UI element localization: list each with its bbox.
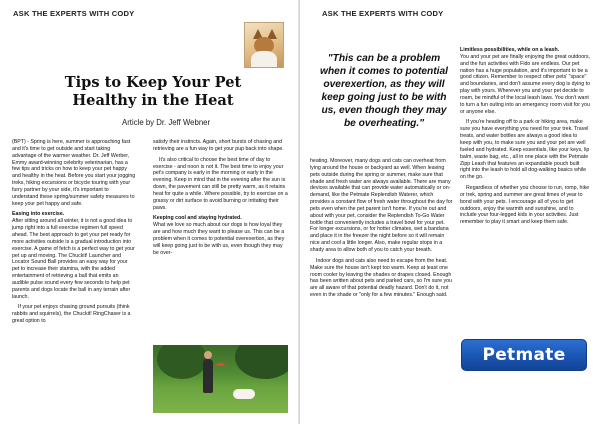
subheading: Easing into exercise.	[12, 211, 65, 218]
paragraph: If you're heading off to a park or hiking area, make sure you have everything you need for your trek. Travel treats, and water bottles are always a good idea to keep with you, to make sure you and your pet are well fueled and hydrated. Keep essentials, like your keys, lip balm, waste bag, etc., all in one place with the Petmate Zipp Leash that features an expandable pouch built right into the leash to hold all dog-walking basics while on the go.	[460, 119, 590, 181]
article-column-1	[12, 139, 136, 329]
petmate-logo	[461, 339, 587, 371]
article-column-2	[153, 139, 288, 261]
paragraph: heating. Moreover, many dogs and cats can overheat from lying around the house or backyard as well. When leaving pets outside during the spring or summer, make sure that shade and fresh water are always available. There are many devices available that can provide water automatically or on-demand, like the Petmate Replendish Waterer, which provides a constant flow of fresh water throughout the day for pets even when the pet parent isn't home. If you're out and about with your pet, consider the Replendish To-Go Water bottle that conveniently includes a travel bowl for your pet. For longer excursions, or for hotter climates, wet a bandana and place it in the freezer the night before so it will remain nice and cool a little longer. Also, make regular stops in a shady area to allow both of you to catch your breath.	[310, 158, 453, 253]
park-photo	[153, 345, 288, 413]
paragraph: What we love so much about our dogs is how loyal they are and how much they want to please us. This can be a problem when it comes to potential overexertion, as they will keep going just to be with us, even though they may be over-	[153, 222, 285, 256]
subheading: Limitless possibilities, while on a leash.	[460, 47, 560, 53]
page-header: ASK THE EXPERTS WITH CODY	[322, 9, 444, 18]
paragraph: After sitting around all winter, it is not a good idea to jump right into a full exercise regimen full speed ahead. The best approach to get your pet ready for more activities outside is a gradual introduction into exercise. A game of fetch is a perfect way to get your pet up and moving. The Chuckit! Launcher and Locator Sound Ball provides an easy way for your pet to increase their stamina, with the added entertainment of retrieving a ball that emits an audible pulse sound every few seconds to help pet parents and dogs locate the ball in any terrain after launch.	[12, 218, 135, 300]
dog-portrait-photo	[244, 22, 284, 68]
paragraph: It's also critical to choose the best time of day to exercise - and noon is not it. The best time to enjoy your pet's company is early in the morning or early in the evening. Keep in mind that in the evening after the sun is down, the pavement can still be pretty warm, as it retains heat for quite a while. Where possible, try to exercise on a grassy or dirt surface to avoid burning or irritating their paws.	[153, 156, 288, 211]
pull-quote: "This can be a problem when it comes to potential overexertion, as they will keep going just to be with us, even though they may be overheating."	[320, 53, 448, 129]
right-page	[300, 0, 600, 424]
paragraph: Indoor dogs and cats also need to escape from the heat. Make sure the house isn't kept too warm. Keep at least one room cooler by leaving the shades or drapes closed. Enough has been written about pets and parked cars, so I'm sure you are all aware of that potential deadly hazard. Don't do it, not even in the shade or "only for a few minutes." Enough said.	[310, 257, 452, 299]
page-header: ASK THE EXPERTS WITH CODY	[13, 9, 135, 18]
paragraph: You and your pet are finally enjoying the great outdoors, and the fun activities with Fido are endless. Our pet nation has a huge population, and it's important to be a good citizen. Remember to respect other pets' "space" and boundaries, and don't assume every dog is dying to play with yours. Wherever you and your pet decide to roam, be mindful of the local leash laws. You don't want to turn a fun outing into an emergency room visit for you or anyone else.	[460, 53, 591, 115]
paragraph: If your pet enjoys chasing ground pursuits (think rabbits and squirrels), the Chuckit! RingChaser is a great option to	[12, 304, 131, 325]
article-byline: Article by Dr. Jeff Webner	[122, 118, 211, 127]
paragraph: (BPT) - Spring is here, summer is approaching fast and it's time to get outside and start taking advantage of the warmer weather. Dr. Jeff Werber, Emmy award-winning celebrity veterinarian, has a few tips and tricks on how to keep your pet happy and healthy in the heat. Before you start your jogging treks, hiking excursions or bicycle touring with your furry partner by your side, it's important to understand these spring/summer safety measures to keep your pet happy and safe.	[12, 139, 136, 207]
petmate-logo-text: Petmate	[482, 345, 566, 365]
article-title: Tips to Keep Your Pet Healthy in the Heat	[64, 74, 242, 109]
article-column-4	[460, 47, 590, 230]
paragraph: Regardless of whether you choose to run, romp, hike or trek, spring and summer are great times of year to bond with your pets. I encourage all of you to get outdoors, enjoy the warmth and sunshine, and to include your four-legged kids in your activities. Just remember to play it smart and keep them safe.	[460, 185, 590, 226]
subheading: Keeping cool and staying hydrated.	[153, 215, 242, 222]
article-column-3	[310, 158, 454, 303]
paragraph: satisfy their instincts. Again, short bursts of chasing and retrieving are a fun way to get your pup back into shape.	[153, 139, 284, 152]
